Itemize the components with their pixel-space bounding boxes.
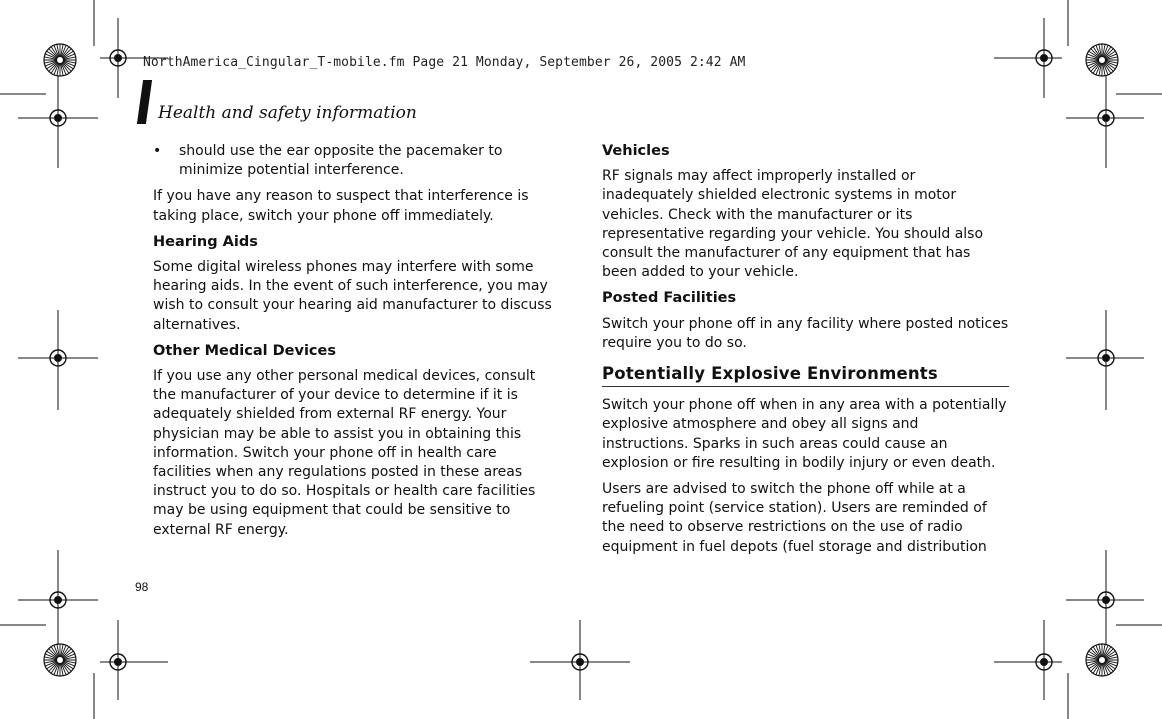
registration-mark-bottom-center	[568, 650, 592, 674]
other-medical-devices-paragraph: If you use any other personal medical devices, consult the manufacturer of your device to determine if it is adequately shielded from external RF energy. Your physician may be able to assist you in obtaining this information. Switch your phone off in health care facilities when any regulations posted in these areas instruct you to do so. Hospitals or health care facilities may be using equipment that could be sensitive to external RF energy.	[153, 368, 536, 538]
posted-facilities-heading: Posted Facilities	[602, 290, 737, 307]
right-column	[602, 142, 1009, 564]
hearing-aids-heading: Hearing Aids	[153, 233, 258, 250]
other-medical-devices-heading: Other Medical Devices	[153, 342, 336, 359]
registration-mark-right-lower	[1094, 588, 1118, 612]
starburst-mark-bottom-right	[1086, 644, 1118, 676]
registration-mark-right-upper	[1094, 106, 1118, 130]
vehicles-paragraph: RF signals may affect improperly installed or inadequately shielded electronic systems in motor vehicles. Check with the manufacturer or its representative regarding your vehicle. You should also consult the manufacturer of any equipment that has been added to your vehicle.	[602, 168, 984, 281]
page-number: 98	[135, 580, 149, 594]
vehicles-heading: Vehicles	[602, 143, 670, 159]
registration-mark-left-middle	[46, 346, 70, 370]
bullet-text: should use the ear opposite the pacemaker to minimize potential interference.	[179, 143, 503, 179]
registration-mark-left-upper	[46, 106, 70, 130]
registration-mark-bottom-left	[106, 650, 130, 674]
explosive-paragraph-1: Switch your phone off when in any area with a potentially explosive atmosphere and obey all signs and instructions. Sparks in such areas could cause an explosion or fire resulting in bodily injury or even death.	[602, 397, 1007, 471]
registration-mark-top-left	[106, 46, 130, 70]
bullet-symbol: •	[153, 143, 162, 159]
registration-mark-left-lower	[46, 588, 70, 612]
registration-mark-bottom-right	[1032, 650, 1056, 674]
interference-paragraph: If you have any reason to suspect that interference is taking place, switch your phone off immediately.	[153, 188, 529, 224]
explosive-environments-heading: Potentially Explosive Environments	[602, 364, 1009, 387]
bullet-item	[153, 142, 558, 180]
left-column	[153, 142, 558, 547]
registration-mark-right-middle	[1094, 346, 1118, 370]
running-header-title: Health and safety information	[158, 103, 417, 123]
starburst-mark-bottom-left	[44, 644, 76, 676]
starburst-mark-top-left	[44, 44, 76, 76]
explosive-paragraph-2: Users are advised to switch the phone off while at a refueling point (service station). Users are reminded of the need to observe restrictions on the use of radio equipment in fuel depots (fuel storage and distribution	[602, 481, 987, 555]
hearing-aids-paragraph: Some digital wireless phones may interfere with some hearing aids. In the event of such interference, you may wish to consult your hearing aid manufacturer to discuss alternatives.	[153, 259, 552, 333]
registration-mark-top-right	[1032, 46, 1056, 70]
starburst-mark-top-right	[1086, 44, 1118, 76]
frame-file-info: NorthAmerica_Cingular_T-mobile.fm Page 21 Monday, September 26, 2005 2:42 AM	[143, 55, 746, 70]
posted-facilities-paragraph: Switch your phone off in any facility where posted notices require you to do so.	[602, 315, 1009, 351]
